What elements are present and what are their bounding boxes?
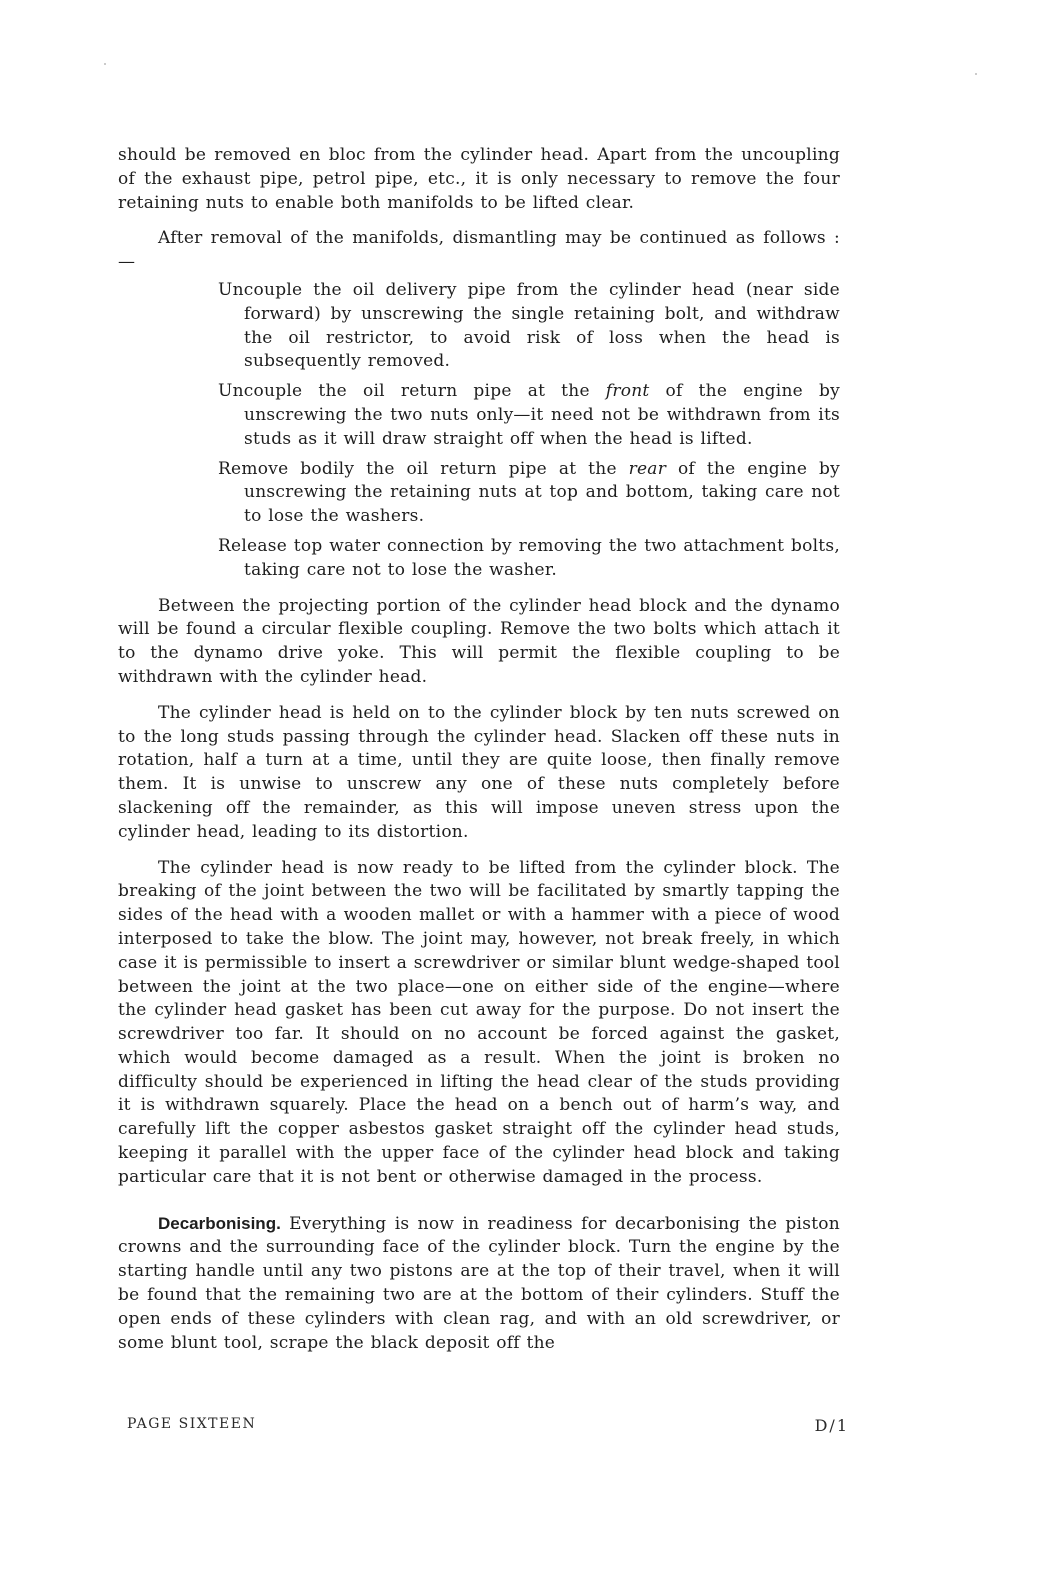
step-rear-return-pipe: Remove bodily the oil return pipe at the [218,458,629,479]
paragraph-lifting-head: The cylinder head is now ready to be lifted from the cylinder block. The breaking of the joint between the two will be facilitated by smartly tapping the sides of the head with a wooden mallet or with a hammer with a piece of wood interposed to take the blow. The joint may, however, not break freely, in which case it is permissible to insert a screwdriver or similar blunt wedge-shaped tool between the joint at the two place—one on either side of the engine—where the cylinder head gasket has been cut away for the purpose. Do not insert the screwdriver too far. It should on no account be forced against the gasket, which would become damaged as a result. When the joint is broken no difficulty should be experienced in lifting the head clear of the studs providing it is withdrawn squarely. Place the head on a bench out of harm’s way, and carefully lift the copper asbestos gasket straight off the cylinder head studs, keeping it parallel with the upper face of the cylinder head block and taking particular care that it is not bent or otherwise damaged in the process. [118,857,840,1187]
page-footer [127,1416,849,1435]
emphasis-rear: rear [628,458,667,479]
list-item [218,535,840,583]
list-item [218,458,840,529]
step-front-return-pipe: Uncouple the oil return pipe at the [218,381,606,402]
section-reference: D/1 [814,1416,849,1435]
document-body [118,144,840,1355]
section-heading-decarbonising: Decarbonising. [158,1213,281,1233]
page-number-label: PAGE SIXTEEN [127,1416,257,1432]
page-speck [975,73,977,75]
paragraph-cylinder-head-nuts: The cylinder head is held on to the cylinder block by ten nuts screwed on to the long studs passing through the cylinder head. Slacken off these nuts in rotation, half a turn at a time, until they are quite loose, then finally remove them. It is unwise to unscrew any one of these nuts completely before slackening off the remainder, as this will impose uneven stress upon the cylinder head, leading to its distortion. [118,702,840,842]
emphasis-front: front [605,381,650,402]
paragraph-decarbonising [118,1212,840,1356]
step-water-connection: Release top water connection by removing the two attachment bolts, taking care not to lose the washer. [218,535,840,580]
list-item [218,279,840,374]
paragraph-manifold-removal: should be removed en bloc from the cylinder head. Apart from the uncoupling of the exhaust pipe, petrol pipe, etc., it is only necessary to remove the four retaining nuts to enable both manifolds to be lifted clear. [118,145,840,213]
decarbonising-text: Everything is now in readiness for decarbonising the piston crowns and the surrounding face of the cylinder block. Turn the engine by the starting handle until any two pistons are at the top of their travel, when it will be found that the remaining two are at the bottom of their cylinders. Stuff the open ends of these cylinders with clean rag, and with an old screwdriver, or some blunt tool, scrape the black deposit off the [118,1213,840,1353]
dismantling-steps-list [118,279,840,583]
step-oil-delivery-pipe: Uncouple the oil delivery pipe from the cylinder head (near side forward) by unscrewing the single retaining bolt, and withdraw the oil restrictor, to avoid risk of loss when the head is subsequently removed. [218,279,840,372]
step-front-return-pipe-cont: of the engine by unscrewing the two nuts only—it need not be withdrawn from its studs as it will draw straight off when the head is lifted. [244,381,840,449]
list-item [218,380,840,451]
page-speck [104,63,106,65]
paragraph-flexible-coupling: Between the projecting portion of the cylinder head block and the dynamo will be found a circular flexible coupling. Remove the two bolts which attach it to the dynamo drive yoke. This will permit the flexible coupling to be withdrawn with the cylinder head. [118,595,840,687]
paragraph-dismantling-intro: After removal of the manifolds, dismantling may be continued as follows :— [118,228,840,273]
step-rear-return-pipe-cont: of the engine by unscrewing the retaining nuts at top and bottom, taking care not to lose the washers. [244,458,840,527]
